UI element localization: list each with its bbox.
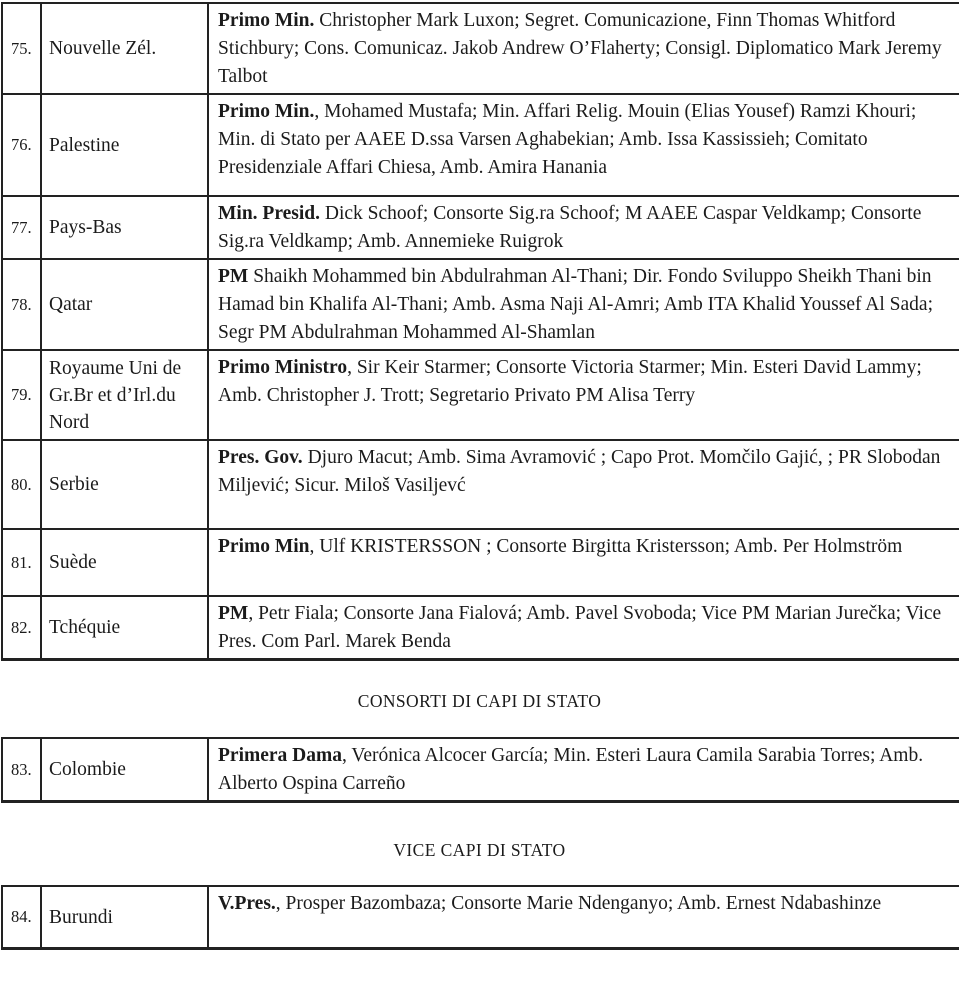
row-number-cell <box>3 887 42 947</box>
row-number: 77. <box>11 217 32 237</box>
delegation-cell <box>209 441 959 528</box>
delegation-details: , Mohamed Mustafa; Min. Affari Relig. Mouin (Elias Yousef) Ramzi Khouri; Min. di Stato per AAEE D.ssa Varsen Aghabekian; Amb. Issa Kassissieh; Comitato Presidenziale Affari Chiesa, Amb. Amira Hanania <box>218 101 917 178</box>
table-row-77 <box>3 197 959 260</box>
country-cell <box>42 530 209 595</box>
section-heading-consorti: CONSORTI DI CAPI DI STATO <box>357 691 602 711</box>
delegation-cell <box>209 4 959 93</box>
country-name: Serbie <box>49 474 99 495</box>
column-rule-fragment <box>207 2 209 4</box>
country-name: Burundi <box>49 906 113 928</box>
document-page <box>0 2 959 986</box>
delegation-role: Pres. Gov. <box>218 447 303 468</box>
table-row-81 <box>3 530 959 597</box>
table-row-82 <box>3 597 959 658</box>
delegation-details: , Ulf KRISTERSSON ; Consorte Birgitta Kristersson; Amb. Per Holmström <box>309 536 903 557</box>
delegation-role: Primera Dama <box>218 745 342 766</box>
row-number: 76. <box>11 135 32 154</box>
country-name: Royaume Uni de Gr.Br et d’Irl.du Nord <box>49 357 182 433</box>
country-cell <box>42 95 209 195</box>
delegation-role: PM <box>218 603 249 624</box>
delegation-role: Primo Min <box>218 536 310 557</box>
row-number: 82. <box>11 617 32 637</box>
delegation-role: Primo Min. <box>218 101 315 122</box>
country-name: Colombie <box>49 759 126 780</box>
delegation-details: Dick Schoof; Consorte Sig.ra Schoof; M AAEE Caspar Veldkamp; Consorte Sig.ra Veldkamp; Amb. Annemieke Ruigrok <box>218 203 922 252</box>
delegation-details: , Prosper Bazombaza; Consorte Marie Ndenganyo; Amb. Ernest Ndabashinze <box>275 893 882 914</box>
row-number-cell <box>3 597 42 658</box>
vice-table <box>1 885 959 950</box>
row-number-cell <box>3 197 42 258</box>
delegation-cell <box>209 197 959 258</box>
delegation-details: , Verónica Alcocer García; Min. Esteri Laura Camila Sarabia Torres; Amb. Alberto Ospina Carreño <box>218 745 924 794</box>
delegation-role: Primo Min. <box>218 10 315 31</box>
country-cell <box>42 887 209 947</box>
country-name: Pays-Bas <box>49 217 122 238</box>
table-row-80 <box>3 441 959 530</box>
row-number: 83. <box>11 759 32 779</box>
previous-row-fragment <box>0 2 959 4</box>
country-name: Suède <box>49 552 97 573</box>
delegation-role: PM <box>218 266 249 287</box>
delegation-details: Shaikh Mohammed bin Abdulrahman Al-Thani; Dir. Fondo Sviluppo Sheikh Thani bin Hamad bin Khalifa Al-Thani; Amb. Asma Naji Al-Amri; Amb ITA Khalid Youssef Al Sada; Segr PM Abdulrahman Mohammed Al-Shamlan <box>218 266 934 343</box>
country-name: Palestine <box>49 134 120 156</box>
delegation-details: Djuro Macut; Amb. Sima Avramović ; Capo Prot. Momčilo Gajić, ; PR Slobodan Miljević; Sicur. Miloš Vasiljevć <box>218 447 941 496</box>
row-number-cell <box>3 260 42 349</box>
row-number-cell <box>3 4 42 93</box>
table-row-79 <box>3 351 959 441</box>
country-cell <box>42 4 209 93</box>
row-number-cell <box>3 351 42 439</box>
delegation-role: Min. Presid. <box>218 203 321 224</box>
delegations-table <box>1 2 959 661</box>
row-number-cell <box>3 530 42 595</box>
row-number-cell <box>3 739 42 800</box>
delegation-cell <box>209 739 959 800</box>
table-row-76 <box>3 95 959 197</box>
country-cell <box>42 739 209 800</box>
delegation-cell <box>209 597 959 658</box>
delegation-details: Christopher Mark Luxon; Segret. Comunicazione, Finn Thomas Whitford Stichbury; Cons. Comunicaz. Jakob Andrew O’Flaherty; Consigl. Diplomatico Mark Jeremy Talbot <box>218 10 942 87</box>
row-number: 75. <box>11 38 32 58</box>
delegation-role: Primo Ministro <box>218 357 348 378</box>
country-name: Qatar <box>49 294 93 315</box>
table-row-78 <box>3 260 959 351</box>
country-name: Tchéquie <box>49 617 121 638</box>
country-cell <box>42 597 209 658</box>
delegation-role: V.Pres. <box>218 893 276 914</box>
delegation-cell <box>209 351 959 439</box>
row-number: 78. <box>11 294 32 314</box>
row-number: 81. <box>11 552 32 572</box>
delegation-cell <box>209 887 959 947</box>
delegation-cell <box>209 95 959 195</box>
row-number-cell <box>3 95 42 195</box>
country-cell <box>42 441 209 528</box>
row-number: 79. <box>11 385 32 404</box>
delegation-cell <box>209 260 959 349</box>
delegation-details: , Sir Keir Starmer; Consorte Victoria Starmer; Min. Esteri David Lammy; Amb. Christopher J. Trott; Segretario Privato PM Alisa Terry <box>218 357 922 406</box>
table-left-rule-fragment <box>1 2 3 4</box>
country-cell <box>42 260 209 349</box>
table-row-84 <box>3 887 959 947</box>
row-number: 80. <box>11 474 32 494</box>
country-cell <box>42 197 209 258</box>
country-cell <box>42 351 209 439</box>
delegation-cell <box>209 530 959 595</box>
delegation-details: , Petr Fiala; Consorte Jana Fialová; Amb. Pavel Svoboda; Vice PM Marian Jurečka; Vice Pres. Com Parl. Marek Benda <box>218 603 942 652</box>
row-number-cell <box>3 441 42 528</box>
row-number: 84. <box>11 907 32 926</box>
section-heading-vice: VICE CAPI DI STATO <box>393 840 566 860</box>
consorti-table <box>1 737 959 803</box>
column-rule-fragment <box>39 2 41 4</box>
table-row-83 <box>3 739 959 800</box>
table-row-75 <box>3 4 959 95</box>
country-name: Nouvelle Zél. <box>49 38 157 59</box>
